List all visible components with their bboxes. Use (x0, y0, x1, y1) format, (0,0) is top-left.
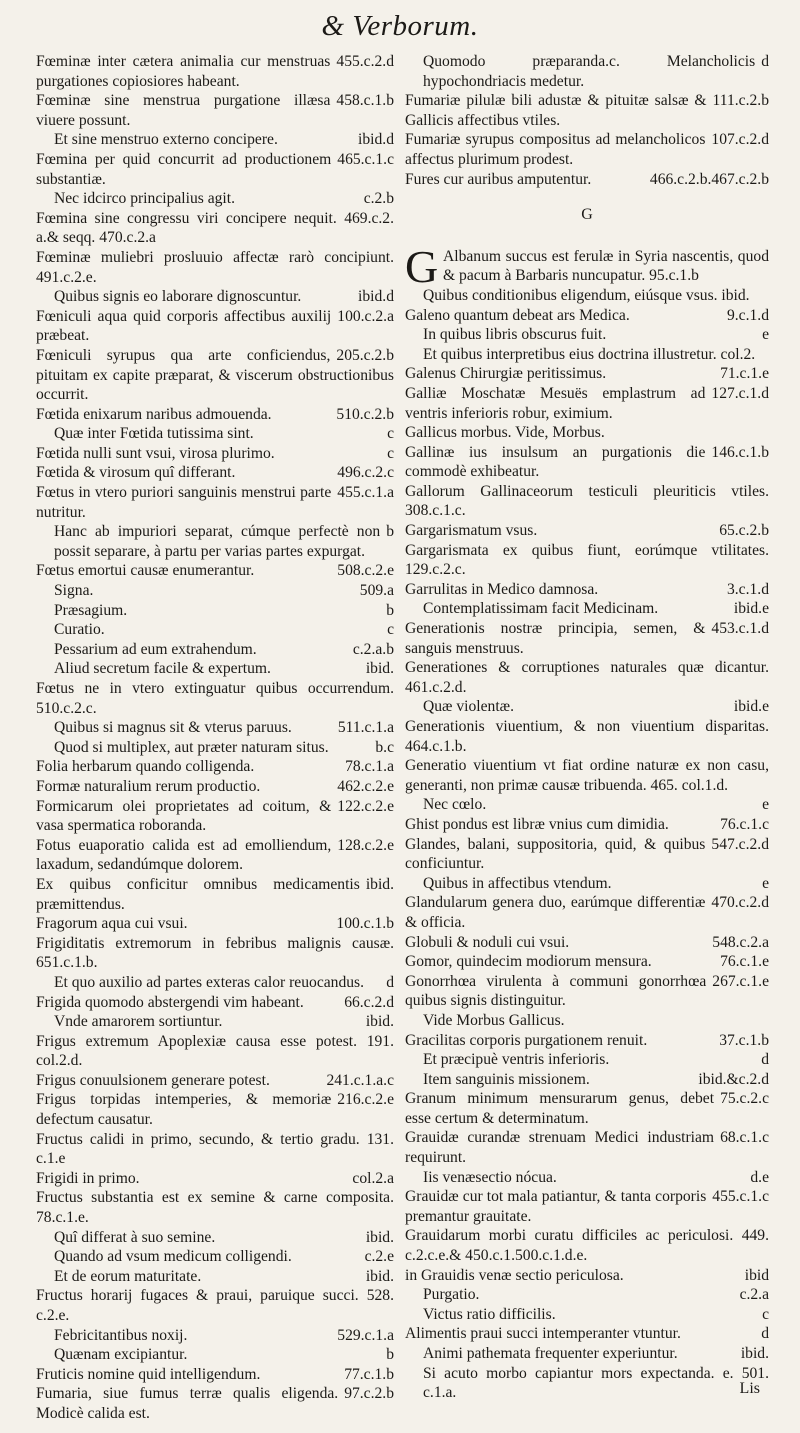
entry-reference: d (761, 1325, 769, 1343)
index-entry (36, 914, 394, 934)
entry-text: Iis venæsectio nócua. (423, 1168, 557, 1186)
entry-reference: ibid.e (733, 600, 769, 618)
index-entry (405, 599, 769, 619)
index-entry (405, 130, 769, 169)
entry-reference: c (762, 1305, 769, 1323)
index-entry (405, 52, 769, 91)
entry-reference: ibid. (365, 660, 394, 678)
entry-text: Quomodo præparanda.c. Melancholicis hypochondriacis medetur. (423, 53, 756, 90)
entry-reference: 37.c.1.b (719, 1031, 769, 1049)
entry-text: Item sanguinis missionem. (423, 1070, 590, 1088)
entry-text: Formicarum olei proprietates ad coitum, & vasa spermatica roboranda. (36, 797, 332, 835)
entry-text: Frigidi in primo. (36, 1169, 140, 1187)
index-entry (36, 405, 394, 425)
entry-text: Fumaria, siue fumus terræ qualis eligenda. Modicè calida est. (36, 1385, 339, 1422)
index-entry (36, 1012, 394, 1032)
index-entry (36, 483, 394, 522)
index-entry (405, 364, 769, 384)
entry-reference: 127.c.1.d (711, 384, 769, 402)
entry-text: Et quo auxilio ad partes exteras calor reuocandus. (54, 973, 365, 991)
entry-text: Formæ naturalium rerum productio. (36, 777, 261, 795)
index-entry (36, 189, 394, 209)
index-entry (36, 1326, 394, 1346)
entry-reference: 465.c.1.c (337, 150, 394, 168)
entry-reference: ibid. (365, 1013, 394, 1031)
entry-reference: 241.c.1.a.c (326, 1071, 394, 1089)
entry-text: Galeno quantum debeat ars Medica. (405, 306, 630, 324)
entry-reference: 466.c.2.b.467.c.2.b (649, 170, 769, 188)
index-entry (405, 835, 769, 874)
index-entry (405, 952, 769, 972)
entry-reference: 65.c.2.b (719, 522, 769, 540)
entry-text: Hanc ab impuriori separat, cúmque perfectè non possit separare, à partu per varias partes expurgat. (54, 523, 381, 560)
dropcap-entry (405, 240, 769, 292)
entry-reference: e (762, 796, 769, 814)
index-entry (405, 1285, 769, 1305)
index-entry (36, 581, 394, 601)
entry-reference: ibid. (365, 1267, 394, 1285)
entry-reference: d.e (750, 1168, 769, 1186)
entry-text: Frigida quomodo abstergendi vim habeant. (36, 993, 304, 1011)
entry-text: Gonorrhœa virulenta à communi gonorrhœa quibus signis distinguitur. (405, 972, 707, 1010)
catchword: Lis (739, 1380, 760, 1397)
entry-text: Purgatio. (423, 1286, 480, 1304)
entry-text: Glandularum genera duo, earúmque differentiæ & officia. (405, 894, 706, 931)
entry-text: Glandes, balani, suppositoria, quid, & quibus conficiuntur. (405, 835, 706, 873)
entry-reference: ibid (744, 1266, 769, 1284)
entry-text: Frigus extremum Apoplexiæ causa esse potest. 191. col.2.d. (36, 1032, 394, 1070)
entry-text: Fumariæ syrupus compositus ad melancholicos affectus plurimum prodest. (405, 131, 706, 168)
entry-reference: b (386, 1346, 394, 1364)
index-entry (405, 717, 769, 756)
entry-reference: 100.c.2.a (337, 307, 394, 325)
entry-reference: b (386, 523, 394, 541)
entry-text: Galenus Chirurgiæ peritissimus. (405, 365, 607, 383)
entry-text: Præsagium. (54, 601, 128, 619)
entry-text: Alimentis praui succi intemperanter vtuntur. (405, 1325, 681, 1343)
index-entry (405, 384, 769, 423)
index-entry (36, 1071, 394, 1091)
entry-text: Vnde amarorem sortiuntur. (54, 1013, 223, 1031)
right-column-top-entries (405, 52, 769, 189)
index-entry (36, 640, 394, 660)
index-entry (36, 1365, 394, 1385)
entry-reference: b.c (375, 738, 394, 756)
entry-text: Generationis nostræ principia, semen, & sanguis menstruus. (405, 620, 706, 657)
index-entry (405, 1324, 769, 1344)
index-entry (36, 150, 394, 189)
index-entry (36, 757, 394, 777)
entry-text: Grauidarum morbi curatu difficiles ac periculosi. 449. c.2.c.e.& 450.c.1.500.c.1.d.e. (405, 1227, 769, 1265)
index-entry (405, 756, 769, 795)
entry-text: Globuli & noduli cui vsui. (405, 933, 570, 951)
index-entry (405, 933, 769, 953)
entry-text: Fructus horarij fugaces & praui, paruique succi. 528. c.2.e. (36, 1287, 394, 1324)
index-entry (405, 1344, 769, 1364)
index-entry (36, 1247, 394, 1267)
index-entry (405, 443, 769, 482)
entry-text: Quibus signis eo laborare dignoscuntur. (54, 288, 302, 306)
entry-text: Fœtida enixarum naribus admouenda. (36, 405, 272, 423)
entry-reference: c.2.a (739, 1286, 769, 1304)
entry-text: Gallinæ ius insulsum an purgationis die commodè exhibeatur. (405, 443, 706, 481)
entry-text: Quibus si magnus sit & vterus paruus. (54, 719, 292, 737)
index-entry (405, 1050, 769, 1070)
entry-reference: c (387, 425, 394, 443)
entry-reference: 267.c.1.e (712, 972, 769, 990)
entry-text: Gallicus morbus. Vide, Morbus. (405, 424, 605, 442)
entry-text: Fœminæ muliebri prosluuio affectæ rarò concipiunt. 491.c.2.e. (36, 248, 394, 286)
index-entry (36, 1130, 394, 1169)
index-entry (405, 1168, 769, 1188)
entry-text: Quod si multiplex, aut præter naturam situs. (54, 738, 329, 756)
entry-text: Fœniculi aqua quid corporis affectibus auxilij præbeat. (36, 307, 332, 345)
index-entry (36, 1267, 394, 1287)
entry-reference: 458.c.1.b (336, 92, 394, 110)
entry-reference: 455.c.2.d (336, 53, 394, 70)
index-entry (36, 973, 394, 993)
entry-reference: b (386, 601, 394, 619)
entry-text: Quæ violentæ. (423, 698, 514, 716)
entry-reference: 68.c.1.c (720, 1129, 769, 1147)
entry-text: Fœtus in vtero puriori sanguinis menstrui parte nutritur. (36, 484, 332, 521)
entry-reference: c.2.e (364, 1248, 394, 1266)
section-letter: G (581, 206, 593, 224)
index-entry (405, 1128, 769, 1167)
entry-reference: 107.c.2.d (711, 131, 769, 149)
index-entry (36, 1188, 394, 1227)
index-entry (36, 130, 394, 150)
entry-text: Fœmina sine congressu viri concipere nequit. 469.c.2. a.& seqq. 470.c.2.a (36, 209, 394, 247)
index-entry (405, 1070, 769, 1090)
entry-reference: 146.c.1.b (711, 443, 769, 461)
entry-text: Nec cœlo. (423, 796, 487, 814)
index-entry (405, 972, 769, 1011)
entry-text: Fragorum aqua cui vsui. (36, 915, 188, 933)
entry-reference: col.2.a (352, 1169, 394, 1187)
entry-text: Fructus calidi in primo, secundo, & tertio gradu. 131. c.1.e (36, 1130, 394, 1168)
dropcap-text: Albanum succus est ferulæ in Syria nascentis, quod & pacum à Barbaris nuncupatur. 95.c.1.b (443, 247, 769, 285)
entry-text: Fœminæ sine menstrua purgatione illæsa viuere possunt. (36, 92, 331, 129)
entry-text: Quibus in affectibus vtendum. (423, 874, 612, 892)
entry-reference: c (387, 621, 394, 639)
entry-reference: c.2.a.b (352, 640, 394, 658)
left-column (36, 52, 394, 1424)
entry-reference: 111.c.2.b (712, 92, 769, 110)
entry-reference: 455.c.1.a (337, 484, 394, 502)
index-entry (405, 1089, 769, 1128)
index-entry (36, 209, 394, 248)
page-header: & Verborum. (321, 10, 479, 42)
entry-text: Generationes & corruptiones naturales quæ dicantur. 461.c.2.d. (405, 659, 769, 696)
index-entry (405, 658, 769, 697)
entry-reference: 66.c.2.d (344, 993, 394, 1011)
index-entry (405, 423, 769, 443)
entry-text: Febricitantibus noxij. (54, 1326, 188, 1344)
index-entry (36, 522, 394, 561)
entry-reference: ibid.&c.2.d (698, 1070, 769, 1088)
entry-reference: ibid. (365, 1228, 394, 1246)
index-entry (36, 620, 394, 640)
index-entry (36, 993, 394, 1013)
entry-reference: 97.c.2.b (344, 1385, 394, 1403)
entry-reference: 496.c.2.c (337, 464, 394, 482)
entry-reference: 128.c.2.e (337, 836, 394, 854)
index-entry (36, 91, 394, 130)
entry-reference: 205.c.2.b (336, 346, 394, 364)
index-entry (36, 463, 394, 483)
index-entry (36, 1032, 394, 1071)
dropcap-letter: G (405, 240, 439, 292)
entry-text: Fures cur auribus amputentur. (405, 170, 592, 188)
index-entry (405, 1031, 769, 1051)
entry-reference: ibid.d (358, 131, 394, 149)
index-entry (36, 1228, 394, 1248)
index-entry (405, 874, 769, 894)
entry-reference: 548.c.2.a (712, 933, 769, 951)
entry-text: Fœminæ inter cætera animalia cur menstruas purgationes copiosiores habeant. (36, 53, 331, 90)
entry-text: Nec idcirco principalius agit. (54, 190, 235, 208)
entry-reference: e (762, 326, 769, 344)
entry-text: Fruticis nomine quid intelligendum. (36, 1365, 261, 1383)
entry-reference: ibid. (740, 1345, 769, 1362)
index-entry (405, 1266, 769, 1286)
entry-text: Garrulitas in Medico damnosa. (405, 580, 599, 598)
entry-reference: 509.a (359, 582, 394, 600)
entry-text: Et sine menstruo externo concipere. (54, 131, 278, 149)
index-entry (36, 934, 394, 973)
entry-text: In quibus libris obscurus fuit. (423, 326, 607, 344)
entry-text: Si acuto morbo capiantur mors expectanda. e. 501. c.1.a. (423, 1364, 769, 1402)
index-entry (36, 836, 394, 875)
index-entry (405, 325, 769, 345)
entry-text: Gracilitas corporis purgationem renuit. (405, 1031, 648, 1049)
entry-text: Fœtus ne in vtero extinguatur quibus occurrendum. 510.c.2.c. (36, 680, 394, 717)
entry-text: Ghist pondus est libræ vnius cum dimidia. (405, 815, 669, 833)
index-entry (36, 1090, 394, 1129)
entry-text: Quænam excipiantur. (54, 1346, 188, 1364)
entry-reference: 9.c.1.d (726, 306, 769, 324)
entry-text: Pessarium ad eum extrahendum. (54, 640, 257, 658)
index-entry (36, 307, 394, 346)
index-entry (405, 815, 769, 835)
entry-text: Vide Morbus Gallicus. (423, 1011, 565, 1029)
index-entry (405, 170, 769, 190)
entry-text: Quibus conditionibus eligendum, eiúsque vsus. ibid. (423, 286, 750, 304)
entry-reference: 76.c.1.c (720, 815, 769, 833)
entry-reference: ibid. (365, 875, 394, 893)
index-entry (405, 580, 769, 600)
index-entry (36, 679, 394, 718)
index-entry (36, 875, 394, 914)
entry-reference: d (386, 973, 394, 991)
entry-text: Fœtus emortui causæ enumerantur. (36, 562, 255, 580)
entry-text: Grauidæ curandæ strenuam Medici industriam requirunt. (405, 1129, 715, 1167)
entry-text: Fumariæ pilulæ bili adustæ & pituitæ salsæ & Gallicis affectibus vtiles. (405, 92, 707, 129)
index-entry (405, 697, 769, 717)
entry-text: in Grauidis venæ sectio periculosa. (405, 1266, 624, 1284)
entry-text: Fœmina per quid concurrit ad productionem substantiæ. (36, 150, 332, 188)
index-entry (405, 795, 769, 815)
entry-text: Fotus euaporatio calida est ad emolliendum, laxadum, sedandúmque dolorem. (36, 836, 332, 874)
entry-text: Galliæ Moschatæ Mesuës emplastrum ad ventris inferioris robur, eximium. (405, 384, 706, 422)
index-entry (36, 738, 394, 758)
entry-text: Frigus conuulsionem generare potest. (36, 1071, 270, 1089)
entry-text: Gallorum Gallinaceorum testiculi pleuriticis vtiles. 308.c.1.c. (405, 482, 769, 520)
index-entry (36, 561, 394, 581)
entry-text: Generatio viuentium vt fiat ordine naturæ ex non casu, generanti, non primæ causæ tribuenda. 465. col.1.d. (405, 757, 769, 794)
entry-reference: 511.c.1.a (337, 719, 394, 737)
entry-text: Generationis viuentium, & non viuentium disparitas. 464.c.1.b. (405, 718, 769, 755)
entry-reference: 3.c.1.d (726, 580, 769, 598)
index-entry (36, 346, 394, 405)
entry-reference: ibid.e (733, 698, 769, 716)
index-entry (36, 424, 394, 444)
entry-text: Quî differat à suo semine. (54, 1228, 216, 1246)
entry-text: Gargarismata ex quibus fiunt, eorúmque vtilitates. 129.c.2.c. (405, 541, 769, 579)
index-entry (36, 444, 394, 464)
index-entry (36, 718, 394, 738)
entry-text: Grauidæ cur tot mala patiantur, & tanta corporis premantur grauitate. (405, 1188, 707, 1225)
index-entry (405, 521, 769, 541)
entry-text: Signa. (54, 582, 94, 600)
right-column (405, 52, 769, 1403)
entry-text: Ex quibus conficitur omnibus medicamentis præmittendus. (36, 875, 360, 913)
entry-reference: 508.c.2.e (337, 562, 394, 580)
entry-reference: c (387, 444, 394, 462)
index-entry (36, 777, 394, 797)
right-column-entries (405, 286, 769, 1403)
entry-text: Frigiditatis extremorum in febribus malignis causæ. 651.c.1.b. (36, 934, 394, 972)
entry-text: Gomor, quindecim modiorum mensura. (405, 953, 652, 971)
entry-reference: 78.c.1.a (345, 758, 394, 776)
entry-reference: 529.c.1.a (337, 1326, 394, 1344)
entry-text: Victus ratio difficilis. (423, 1305, 556, 1323)
index-entry (405, 1364, 769, 1403)
entry-text: Fœtida & virosum quî differant. (36, 464, 236, 482)
entry-reference: 510.c.2.b (336, 405, 394, 423)
entry-reference: 76.c.1.e (720, 953, 769, 971)
index-entry (405, 345, 769, 365)
index-entry (405, 306, 769, 326)
index-entry (36, 1169, 394, 1189)
index-entry (36, 601, 394, 621)
index-entry (36, 797, 394, 836)
entry-reference: 547.c.2.d (711, 835, 769, 853)
entry-text: Fœtida nulli sunt vsui, virosa plurimo. (36, 444, 275, 462)
entry-text: Quæ inter Fœtida tutissima sint. (54, 425, 254, 443)
index-entry (405, 619, 769, 658)
index-entry (405, 1011, 769, 1031)
entry-text: Et præcipuè ventris inferioris. (423, 1051, 610, 1069)
entry-text: Animi pathemata frequenter experiuntur. (423, 1345, 678, 1362)
index-entry (405, 1187, 769, 1226)
entry-text: Aliud secretum facile & expertum. (54, 660, 271, 678)
index-entry (405, 482, 769, 521)
entry-reference: 71.c.1.e (720, 365, 769, 383)
entry-reference: 470.c.2.d (711, 894, 769, 912)
entry-reference: 453.c.1.d (711, 620, 769, 638)
entry-text: Curatio. (54, 621, 105, 639)
entry-reference: 462.c.2.e (337, 777, 394, 795)
entry-text: Folia herbarum quando colligenda. (36, 758, 255, 776)
index-entry (405, 541, 769, 580)
entry-reference: 122.c.2.e (337, 797, 394, 815)
entry-text: Fœniculi syrupus qua arte conficiendus, pituitam ex capite præparat, & viscerum obstructionibus occurrit. (36, 346, 394, 404)
entry-text: Contemplatissimam facit Medicinam. (423, 600, 659, 618)
index-entry (36, 248, 394, 287)
entry-reference: e (762, 874, 769, 892)
entry-text: Et de eorum maturitate. (54, 1267, 202, 1285)
entry-text: Granum minimum mensurarum genus, debet esse certum & determinatum. (405, 1090, 715, 1127)
index-entry (36, 1345, 394, 1365)
entry-reference: d (761, 1051, 769, 1069)
entry-reference: 77.c.1.b (344, 1365, 394, 1383)
entry-reference: 455.c.1.c (712, 1188, 769, 1206)
entry-reference: 100.c.1.b (336, 915, 394, 933)
index-entry (36, 1286, 394, 1325)
index-entry (405, 91, 769, 130)
index-entry (36, 1384, 394, 1423)
index-entry (405, 1226, 769, 1265)
entry-text: Fructus substantia est ex semine & carne composita. 78.c.1.e. (36, 1189, 394, 1227)
entry-reference: d (761, 53, 769, 70)
entry-text: Quando ad vsum medicum colligendi. (54, 1248, 292, 1266)
entry-reference: 75.c.2.c (720, 1090, 769, 1108)
entry-text: Et quibus interpretibus eius doctrina illustretur. col.2. (423, 345, 756, 363)
index-entry (36, 52, 394, 91)
index-entry (36, 287, 394, 307)
entry-text: Gargarismatum vsus. (405, 522, 538, 540)
index-entry (36, 659, 394, 679)
index-entry (405, 1305, 769, 1325)
entry-reference: c.2.b (363, 190, 394, 208)
entry-reference: ibid.d (358, 288, 394, 306)
entry-text: Frigus torpidas intemperies, & memoriæ defectum causatur. (36, 1091, 332, 1129)
index-entry (405, 893, 769, 932)
entry-reference: 216.c.2.e (337, 1091, 394, 1109)
index-entry (405, 286, 769, 306)
